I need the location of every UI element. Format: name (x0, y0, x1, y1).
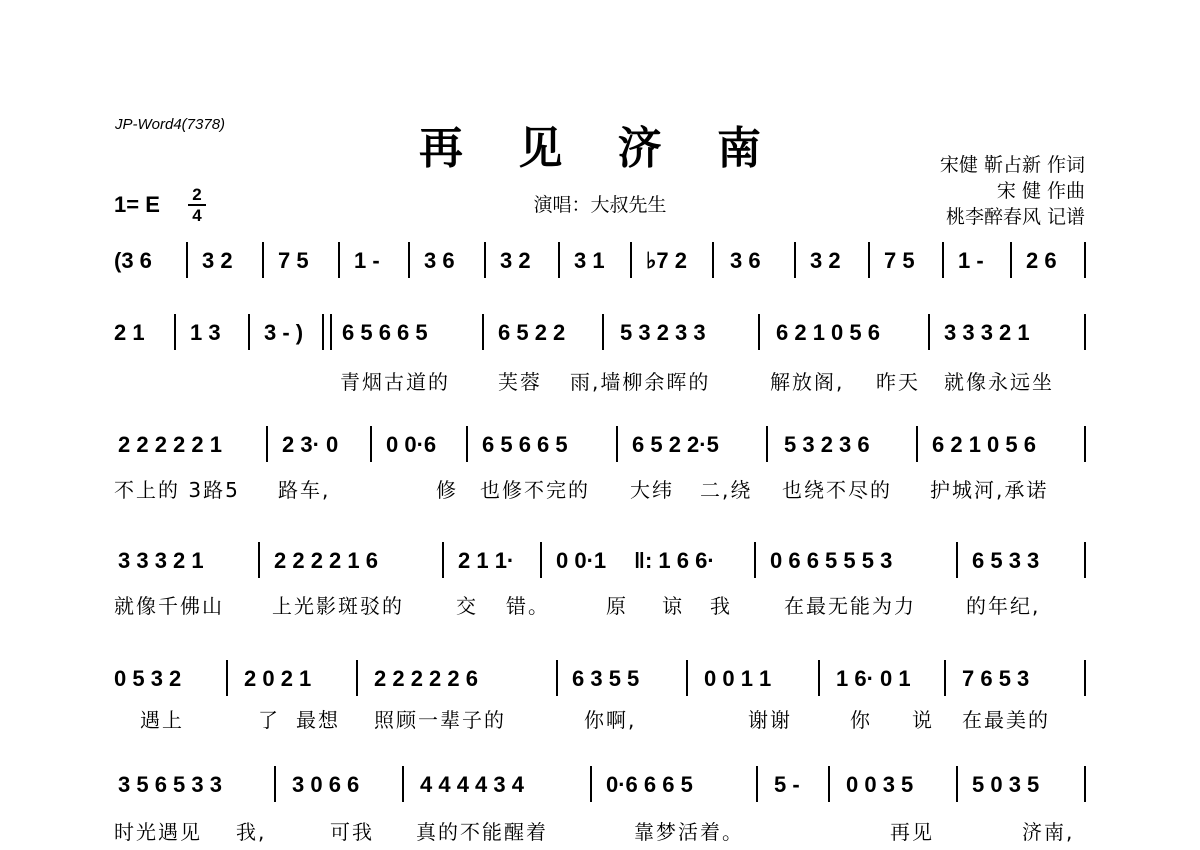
lyric: 谢谢 (748, 708, 792, 732)
time-signature-bottom: 4 (192, 206, 202, 225)
barline (402, 766, 404, 802)
measure: 7 5 (884, 248, 915, 273)
measure: 0·6 6 6 5 (606, 772, 693, 797)
measure: 3 2 (202, 248, 233, 273)
time-signature (188, 186, 206, 224)
measure: 3 1 (574, 248, 605, 273)
lyric: 大纬 (630, 478, 674, 502)
measure: ♭7 2 (646, 248, 687, 273)
barline (712, 242, 714, 278)
barline (1084, 660, 1086, 696)
staff-lyrics (0, 704, 1200, 730)
barline (1084, 426, 1086, 462)
software-watermark: JP-Word4(7378) (115, 116, 226, 133)
measure: 1 - (958, 248, 984, 273)
measure: 2 1 (114, 320, 145, 345)
transcriber-credit: 桃李醉春风 记谱 (945, 206, 1085, 228)
staff-lyrics (0, 366, 1200, 392)
key-signature: 1= E (114, 192, 160, 217)
barline (590, 766, 592, 802)
barline (186, 242, 188, 278)
measure: 2 6 (1026, 248, 1057, 273)
barline (928, 314, 930, 350)
lyricist-credit: 宋健 靳占新 作词 (939, 154, 1085, 176)
lyric: 再见 (890, 820, 934, 844)
barline (356, 660, 358, 696)
measure: 5 3 2 3 6 (784, 432, 870, 457)
barline (794, 242, 796, 278)
barline (630, 242, 632, 278)
barline (754, 542, 756, 578)
barline (1084, 314, 1086, 350)
lyric: 我, (236, 820, 267, 844)
measure: 3 0 6 6 (292, 772, 360, 797)
measure: 6 2 1 0 5 6 (932, 432, 1036, 457)
performer: 演唱：大叔先生 (533, 194, 667, 216)
lyric: 原 (606, 594, 628, 618)
lyric: 你啊, (584, 708, 637, 732)
lyric: 济南, (1022, 820, 1075, 844)
barline (540, 542, 542, 578)
barline (322, 314, 324, 350)
barline (556, 660, 558, 696)
measure: 0 0·6 (386, 432, 437, 457)
lyric: 不上的 3路5 (114, 478, 240, 502)
staff-lyrics (0, 590, 1200, 616)
barline (956, 766, 958, 802)
lyric: 在最无能为力 (784, 594, 916, 618)
measure: 0 6 6 5 5 5 3 (770, 548, 893, 573)
barline (944, 660, 946, 696)
lyric: 的年纪, (966, 594, 1041, 618)
barline (408, 242, 410, 278)
staff-notes (0, 248, 1200, 278)
measure: 4 4 4 4 3 4 (420, 772, 524, 797)
measure: 7 5 (278, 248, 309, 273)
measure: 5 0 3 5 (972, 772, 1040, 797)
lyric: 交 (456, 594, 478, 618)
barline (616, 426, 618, 462)
measure: 2 2 2 2 2 6 (374, 666, 478, 691)
measure: 3 3 3 2 1 (118, 548, 204, 573)
barline (266, 426, 268, 462)
measure: 3 2 (500, 248, 531, 273)
staff-notes (0, 320, 1200, 350)
measure: 1 6· 0 1 (836, 666, 911, 691)
barline (602, 314, 604, 350)
measure: 0 5 3 2 (114, 666, 182, 691)
measure: 3 6 (730, 248, 761, 273)
lyric: 护城河,承诺 (930, 478, 1049, 502)
barline (482, 314, 484, 350)
barline (338, 242, 340, 278)
barline (916, 426, 918, 462)
measure: 5 3 2 3 3 (620, 320, 706, 345)
staff-lyrics (0, 474, 1200, 500)
barline (226, 660, 228, 696)
barline (466, 426, 468, 462)
barline (442, 542, 444, 578)
measure: 3 3 3 2 1 (944, 320, 1030, 345)
song-title: 再 见 济 南 (419, 123, 781, 174)
measure: 2 0 2 1 (244, 666, 312, 691)
measure: 2 2 2 2 2 1 (118, 432, 222, 457)
measure: 6 5 2 2·5 (632, 432, 719, 457)
barline (756, 766, 758, 802)
staff-notes (0, 772, 1200, 802)
measure: 5 - (774, 772, 800, 797)
barline (558, 242, 560, 278)
lyric: 错。 (506, 594, 550, 618)
measure: 6 5 6 6 5 (342, 320, 428, 345)
lyric: 时光遇见 (114, 820, 202, 844)
lyric: 青烟古道的 (340, 370, 450, 394)
barline (330, 314, 332, 350)
measure: 3 5 6 5 3 3 (118, 772, 222, 797)
barline (274, 766, 276, 802)
lyric: 说 (912, 708, 934, 732)
composer-credit: 宋 健 作曲 (996, 180, 1085, 202)
measure: 6 5 2 2 (498, 320, 566, 345)
barline (484, 242, 486, 278)
time-signature-top: 2 (192, 185, 202, 204)
measure: 3 - ) (264, 320, 304, 345)
barline (262, 242, 264, 278)
measure: 0 0 3 5 (846, 772, 914, 797)
lyric: 我 (710, 594, 732, 618)
barline (956, 542, 958, 578)
lyric: 也修不完的 (480, 478, 590, 502)
lyric: 可我 (330, 820, 374, 844)
barline (1010, 242, 1012, 278)
barline (942, 242, 944, 278)
barline (174, 314, 176, 350)
lyric: 解放阁, (770, 370, 845, 394)
barline (686, 660, 688, 696)
lyric: 就像永远坐 (944, 370, 1054, 394)
lyric: 你 (850, 708, 872, 732)
lyric: 二,绕 (700, 478, 753, 502)
measure: 6 5 6 6 5 (482, 432, 568, 457)
measure: 3 6 (424, 248, 455, 273)
staff-notes (0, 432, 1200, 462)
barline (1084, 542, 1086, 578)
measure: 2 3· 0 (282, 432, 339, 457)
measure: 6 5 3 3 (972, 548, 1040, 573)
barline (370, 426, 372, 462)
staff-notes (0, 548, 1200, 578)
staff-notes (0, 666, 1200, 696)
measure: 1 - (354, 248, 380, 273)
measure: 3 2 (810, 248, 841, 273)
lyric: 上光影斑驳的 (272, 594, 404, 618)
measure: 0 0 1 1 (704, 666, 772, 691)
measure: 6 2 1 0 5 6 (776, 320, 880, 345)
measure: (3 6 (114, 248, 152, 273)
barline (818, 660, 820, 696)
lyric: 也绕不尽的 (782, 478, 892, 502)
measure: 7 6 5 3 (962, 666, 1030, 691)
measure: 6 3 5 5 (572, 666, 640, 691)
barline (868, 242, 870, 278)
barline (766, 426, 768, 462)
lyric: 芙蓉 (498, 370, 542, 394)
staff-lyrics (0, 816, 1200, 842)
measure: 1 3 (190, 320, 221, 345)
measure: 0 0·1 (556, 548, 607, 573)
lyric: 昨天 (876, 370, 920, 394)
lyric: 照顾一辈子的 (374, 708, 506, 732)
barline (758, 314, 760, 350)
lyric: 靠梦活着。 (634, 820, 744, 844)
measure: 2 1 1· (458, 548, 515, 573)
lyric: 修 (436, 478, 458, 502)
measure: ‖: 1 6 6· (634, 548, 715, 573)
barline (248, 314, 250, 350)
lyric: 路车, (278, 478, 331, 502)
lyric: 遇上 (140, 708, 184, 732)
lyric: 在最美的 (962, 708, 1050, 732)
lyric: 真的不能醒着 (416, 820, 548, 844)
lyric: 了 (258, 708, 280, 732)
lyric: 就像千佛山 (114, 594, 224, 618)
lyric: 雨,墙柳余晖的 (570, 370, 711, 394)
barline (828, 766, 830, 802)
measure: 2 2 2 2 1 6 (274, 548, 378, 573)
lyric: 最想 (296, 708, 340, 732)
lyric: 谅 (662, 594, 684, 618)
barline (1084, 242, 1086, 278)
barline (258, 542, 260, 578)
barline (1084, 766, 1086, 802)
